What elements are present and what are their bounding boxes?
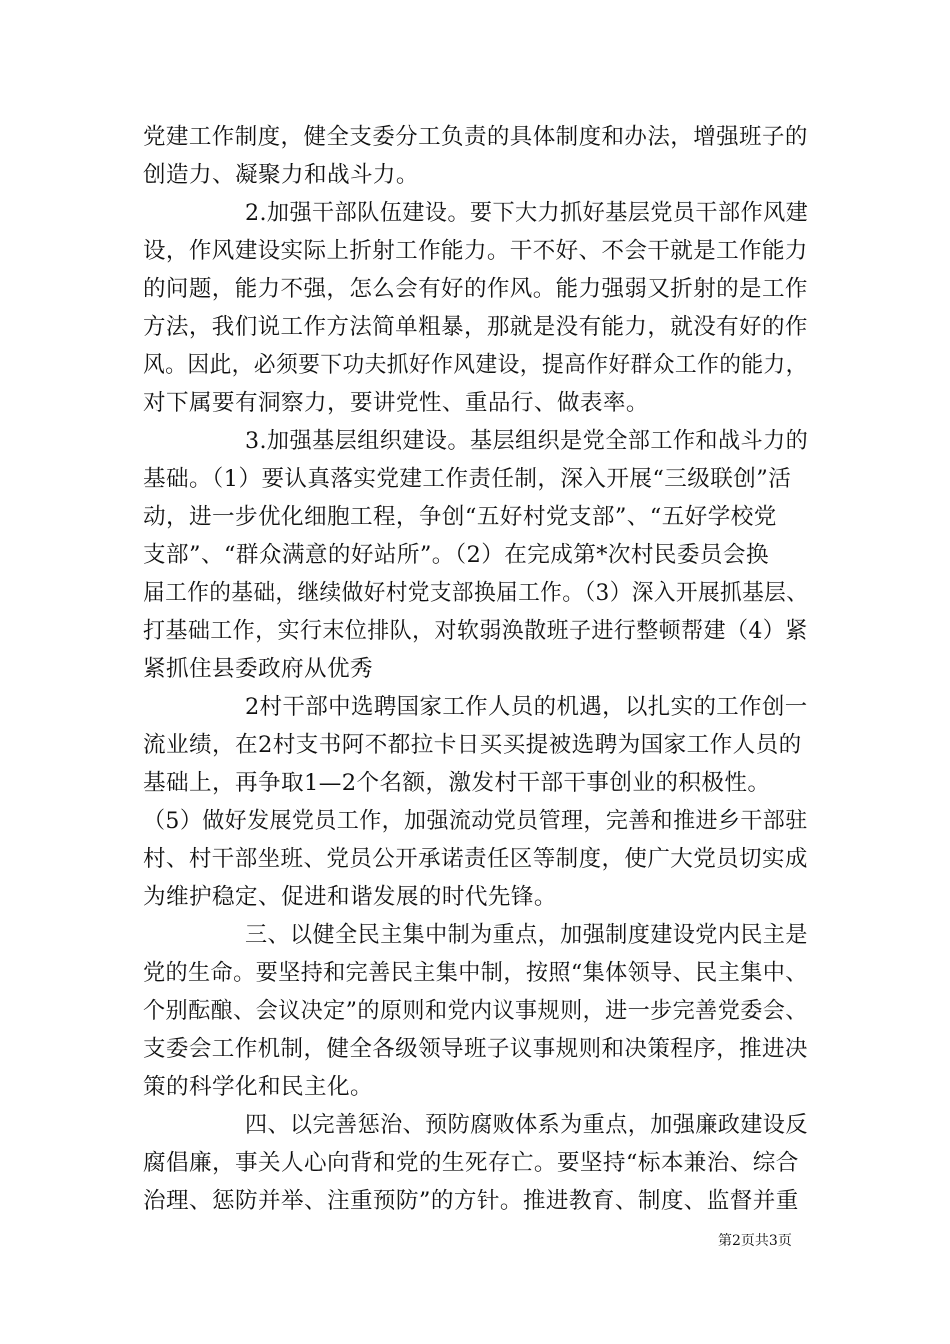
page-number-footer: 第2页共3页 (718, 1233, 792, 1249)
text-line: 对下属要有洞察力，要讲党性、重品行、做表率。 (143, 390, 649, 416)
paragraph-start-line: 2村干部中选聘国家工作人员的机遇，以扎实的工作创一 (245, 694, 808, 720)
text-line: 风。因此，必须要下功夫抓好作风建设，提高作好群众工作的能力， (143, 352, 808, 378)
paragraph-start-line: 四、以完善惩治、预防腐败体系为重点，加强廉政建设反 (245, 1112, 808, 1138)
paragraph-start-line: 3.加强基层组织建设。基层组织是党全部工作和战斗力的 (245, 428, 809, 454)
text-line: （5）做好发展党员工作，加强流动党员管理，完善和推进乡干部驻 (143, 808, 808, 834)
text-line: 基础上，再争取1—2个名额，激发村干部干事创业的积极性。 (143, 770, 771, 796)
text-line: 基础。（1）要认真落实党建工作责任制，深入开展“三级联创”活 (143, 466, 792, 492)
paragraph-start-line: 三、以健全民主集中制为重点，加强制度建设党内民主是 (245, 922, 808, 948)
text-line: 届工作的基础，继续做好村党支部换届工作。（3）深入开展抓基层、 (143, 580, 809, 606)
text-line: 个别酝酿、会议决定”的原则和党内议事规则，进一步完善党委会、 (143, 998, 808, 1024)
text-line: 打基础工作，实行末位排队，对软弱涣散班子进行整顿帮建（4）紧 (143, 618, 808, 644)
text-line: 设，作风建设实际上折射工作能力。干不好、不会干就是工作能力 (143, 238, 808, 264)
text-line: 党的生命。要坚持和完善民主集中制，按照“集体领导、民主集中、 (143, 960, 808, 986)
text-line: 腐倡廉，事关人心向背和党的生死存亡。要坚持“标本兼治、综合 (143, 1150, 799, 1176)
text-line: 动，进一步优化细胞工程，争创“五好村党支部”、“五好学校党 (143, 504, 777, 530)
text-line: 为维护稳定、促进和谐发展的时代先锋。 (143, 884, 557, 910)
text-line: 方法，我们说工作方法简单粗暴，那就是没有能力，就没有好的作 (143, 314, 808, 340)
text-line: 村、村干部坐班、党员公开承诺责任区等制度，使广大党员切实成 (143, 846, 808, 872)
paragraph-start-line: 2.加强干部队伍建设。要下大力抓好基层党员干部作风建 (245, 200, 809, 226)
text-line: 支部”、“群众满意的好站所”。（2）在完成第*次村民委员会换 (143, 542, 769, 568)
text-line: 支委会工作机制，健全各级领导班子议事规则和决策程序，推进决 (143, 1036, 808, 1062)
text-line: 的问题，能力不强，怎么会有好的作风。能力强弱又折射的是工作 (143, 276, 808, 302)
text-line: 紧抓住县委政府从优秀 (143, 656, 373, 682)
text-line: 策的科学化和民主化。 (143, 1074, 373, 1100)
text-line: 创造力、凝聚力和战斗力。 (143, 162, 419, 188)
text-line: 党建工作制度，健全支委分工负责的具体制度和办法，增强班子的 (143, 124, 808, 150)
text-line: 治理、惩防并举、注重预防”的方针。推进教育、制度、监督并重 (143, 1188, 799, 1214)
text-line: 流业绩，在2村支书阿不都拉卡日买买提被选聘为国家工作人员的 (143, 732, 802, 758)
